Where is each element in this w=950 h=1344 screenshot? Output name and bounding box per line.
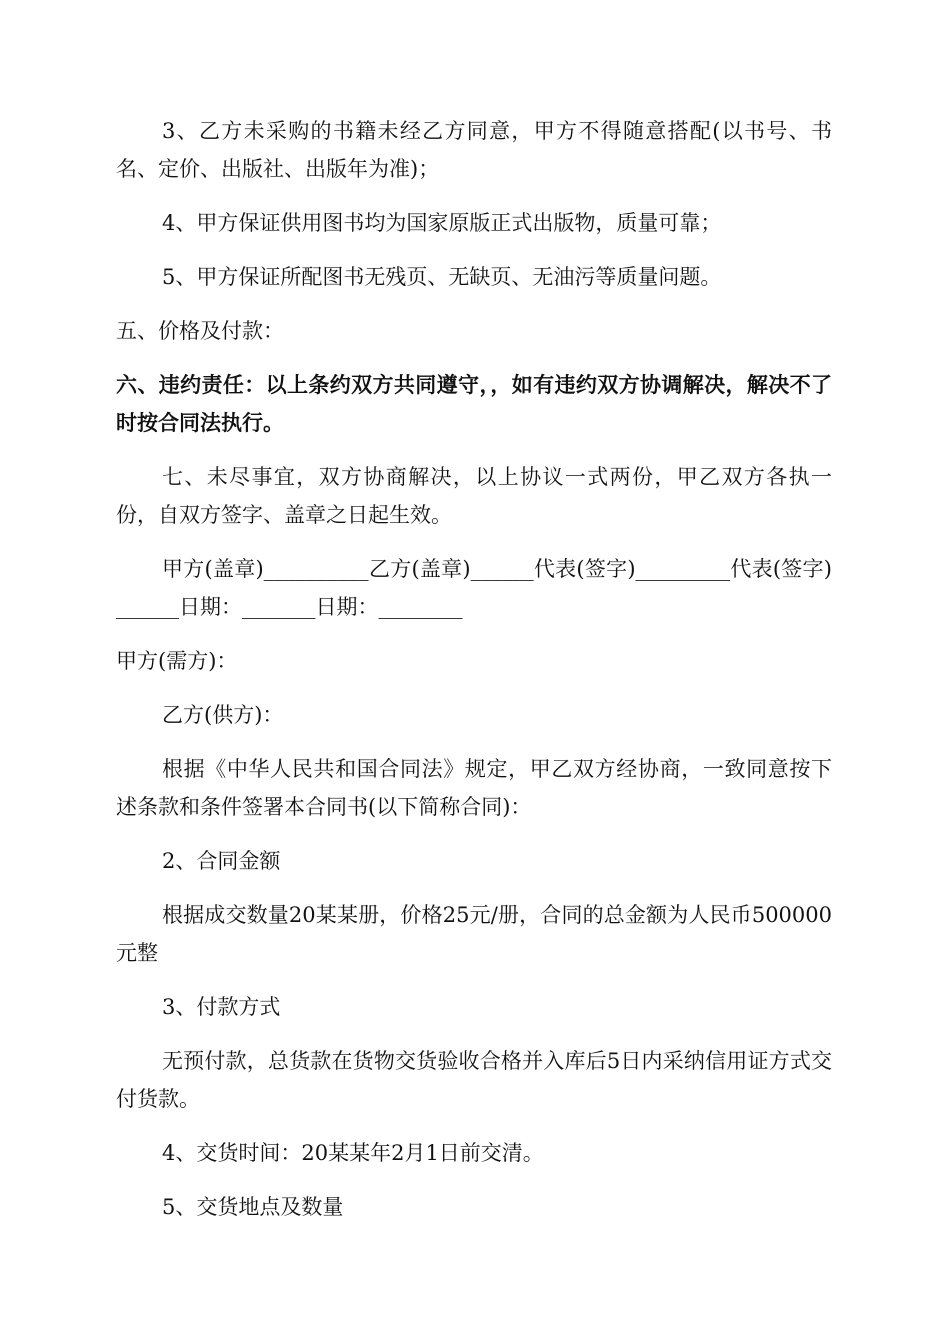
section-7-other-matters: 七、未尽事宜，双方协商解决，以上协议一式两份，甲乙双方各执一份，自双方签字、盖章之日起生效。 <box>116 465 832 527</box>
contract-preamble: 根据《中华人民共和国合同法》规定，甲乙双方经协商，一致同意按下述条款和条件签署本合同书(以下简称合同)： <box>116 757 832 819</box>
item-3-payment-method-heading: 3、付款方式 <box>162 995 281 1019</box>
contract-amount-detail: 根据成交数量20某某册，价格25元/册，合同的总金额为人民币500000元整 <box>116 903 832 965</box>
party-b-label: 乙方(供方)： <box>162 703 284 727</box>
item-5-delivery-location-heading: 5、交货地点及数量 <box>162 1195 344 1219</box>
clause-5-quality-guarantee: 5、甲方保证所配图书无残页、无缺页、无油污等质量问题。 <box>162 265 722 289</box>
payment-method-detail: 无预付款，总货款在货物交货验收合格并入库后5日内采纳信用证方式交付货款。 <box>116 1049 832 1111</box>
party-a-label: 甲方(需方)： <box>116 649 238 673</box>
signature-line: 甲方(盖章)__________乙方(盖章)______代表(签字)_________代表(签字)______日期：_______日期：________ <box>116 557 832 619</box>
clause-4-genuine-publications: 4、甲方保证供用图书均为国家原版正式出版物，质量可靠； <box>162 211 722 235</box>
section-6-breach-liability: 六、违约责任：以上条约双方共同遵守，，如有违约双方协调解决，解决不了时按合同法执行。 <box>116 373 832 435</box>
item-4-delivery-time: 4、交货时间：20某某年2月1日前交清。 <box>162 1141 544 1165</box>
clause-3-no-random-bundling: 3、乙方未采购的书籍未经乙方同意，甲方不得随意搭配(以书号、书名、定价、出版社、出版年为准)； <box>116 119 832 181</box>
item-2-contract-amount-heading: 2、合同金额 <box>162 849 281 873</box>
section-5-price-payment-heading: 五、价格及付款： <box>116 319 284 343</box>
